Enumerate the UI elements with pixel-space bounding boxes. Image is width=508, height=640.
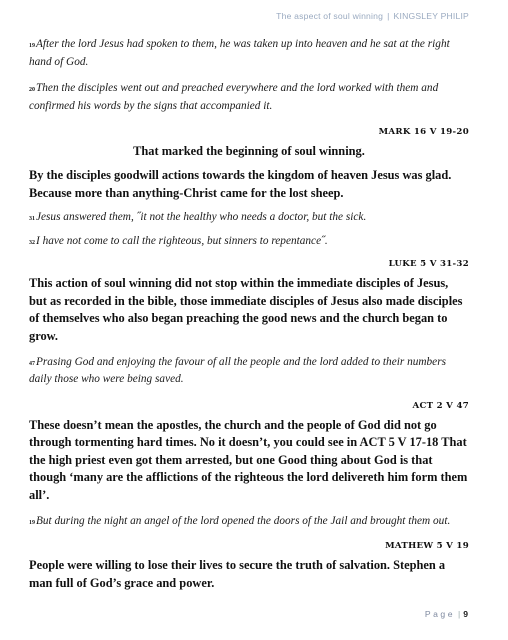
page-content bbox=[29, 36, 469, 592]
page-number: 9 bbox=[463, 609, 468, 619]
verse-31 bbox=[29, 209, 469, 227]
body-paragraph: These doesn’t mean the apostles, the church and the people of God did not go through tormenting hard times. No it doesn’t, you could see in ACT 5 V 17-18 That the high priest even got them arrested, but one Good thing about God is that though ‘many are the afflictions of the righteous the lord delivereth him form them all’. bbox=[29, 417, 468, 503]
verse-number: 19 bbox=[29, 519, 35, 526]
verse-47 bbox=[29, 354, 469, 389]
header-title: The aspect of soul winning bbox=[276, 11, 384, 21]
verse-text: I have not come to call the righteous, but sinners to repentance˝. bbox=[36, 234, 328, 247]
verse-number: 20 bbox=[29, 87, 35, 93]
running-header bbox=[276, 11, 469, 21]
footer-separator: | bbox=[457, 609, 461, 619]
verse-20 bbox=[29, 80, 469, 115]
body-paragraph: People were willing to lose their lives to secure the truth of salvation. Stephen a man full of God’s grace and power. bbox=[29, 558, 446, 590]
verse-text: Then the disciples went out and preached everywhere and the lord worked with them and confirmed his words by the signs that accompanied it. bbox=[29, 82, 439, 112]
verse-number: 19 bbox=[29, 43, 35, 49]
verse-number: 47 bbox=[29, 360, 35, 367]
footer-page-label: Page bbox=[424, 609, 455, 619]
scripture-reference: LUKE 5 V 31-32 bbox=[388, 259, 469, 270]
verse-text: Prasing God and enjoying the favour of all the people and the lord added to their numbers daily those who were being saved. bbox=[29, 355, 446, 386]
body-paragraph: By the disciples goodwill actions towards the kingdom of heaven Jesus was glad. Because more than anything-Christ came for the lost sheep. bbox=[29, 168, 452, 200]
section-heading: That marked the beginning of soul winning. bbox=[133, 144, 365, 158]
scripture-reference: MATHEW 5 V 19 bbox=[385, 541, 469, 552]
verse-text: But during the night an angel of the lord opened the doors of the Jail and brought them out. bbox=[36, 514, 451, 527]
header-separator: | bbox=[387, 11, 390, 21]
verse-19 bbox=[29, 36, 469, 71]
page-footer bbox=[425, 609, 468, 619]
verse-text: After the lord Jesus had spoken to them, he was taken up into heaven and he sat at the right hand of God. bbox=[29, 38, 450, 68]
scripture-reference: ACT 2 V 47 bbox=[412, 400, 469, 411]
verse-19-b bbox=[29, 513, 469, 531]
header-author: KINGSLEY PHILIP bbox=[393, 11, 469, 21]
verse-text: Jesus answered them, ˝it not the healthy who needs a doctor, but the sick. bbox=[36, 211, 367, 224]
verse-32 bbox=[29, 233, 469, 251]
verse-number: 32 bbox=[29, 239, 35, 246]
scripture-reference: MARK 16 V 19-20 bbox=[378, 127, 469, 137]
verse-number: 31 bbox=[29, 216, 35, 223]
body-paragraph: This action of soul winning did not stop within the immediate disciples of Jesus, but as recorded in the bible, those immediate disciples of Jesus also made disciples of themselves who also began preaching the good news and the church began to grow. bbox=[29, 276, 463, 344]
